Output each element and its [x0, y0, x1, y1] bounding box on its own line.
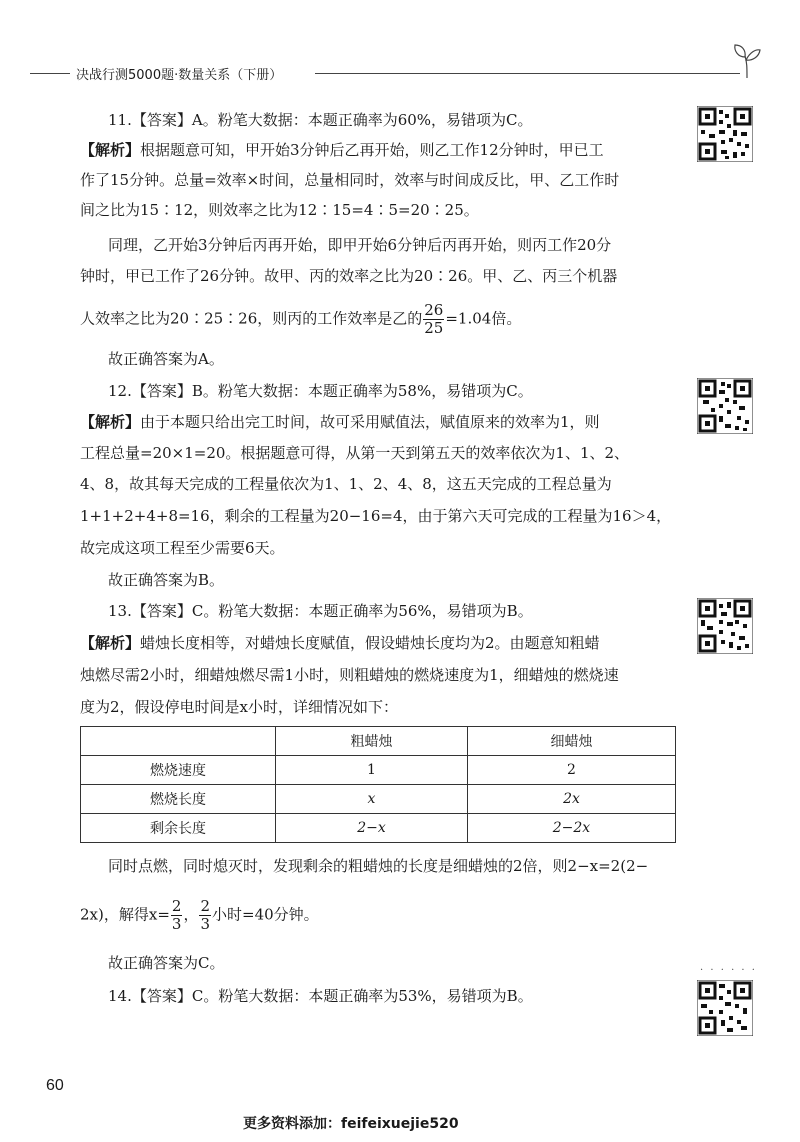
q13-fraction-line [80, 898, 680, 933]
q13-conclusion: 故正确答案为C。 [108, 954, 225, 972]
q11-answer-line: 11.【答案】A。粉笔大数据：本题正确率为60%，易错项为C。 [108, 111, 533, 129]
analysis-label: 【解析】 [80, 413, 141, 431]
fraction-numerator: 2 [200, 897, 210, 915]
qr-code-icon[interactable] [697, 378, 753, 434]
q11-analysis-line [80, 139, 680, 161]
q11-fraction-line [80, 302, 680, 337]
q12-conclusion: 故正确答案为B。 [108, 571, 225, 589]
table-cell: 1 [276, 756, 468, 785]
q11-text: 作了15分钟。总量=效率×时间，总量相同时，效率与时间成反比，甲、乙工作时 [80, 171, 620, 189]
q11-text: 根据题意可知，甲开始3分钟后乙再开始，则乙工作12分钟时，甲已工 [140, 141, 604, 159]
q11-text: 间之比为15∶12，则效率之比为12∶15=4∶5=20∶25。 [80, 201, 479, 219]
q13-text: 度为2，假设停电时间是x小时，详细情况如下： [80, 698, 399, 716]
q13-text: 2x)，解得x= [80, 905, 170, 924]
table-cell: 剩余长度 [81, 814, 276, 843]
q12-text: 4、8，故其每天完成的工程量依次为1、1、2、4、8，这五天完成的工程总量为 [80, 475, 612, 493]
q13-text: 小时=40分钟。 [212, 905, 319, 924]
table-header-cell [81, 727, 276, 756]
fraction [171, 898, 183, 933]
candle-table [80, 726, 676, 843]
table-header-cell: 细蜡烛 [468, 727, 676, 756]
qr-code-icon[interactable] [697, 980, 753, 1036]
q12-text: 1+1+2+4+8=16，剩余的工程量为20−16=4，由于第六天可完成的工程量为16＞4， [80, 507, 672, 525]
q12-text: 故完成这项工程至少需要6天。 [80, 539, 285, 557]
running-header [30, 62, 760, 84]
fraction-numerator: 2 [171, 897, 182, 915]
q11-text: 同理，乙开始3分钟后丙再开始，即甲开始6分钟后丙再开始，则丙工作20分 [108, 236, 612, 254]
table-cell: 2 [468, 756, 676, 785]
header-rule-right [315, 73, 740, 74]
q13-text: 烛燃尽需2小时，细蜡烛燃尽需1小时，则粗蜡烛的燃烧速度为1，细蜡烛的燃烧速 [80, 666, 619, 684]
scan-dots: · · · · · · [700, 965, 757, 976]
q11-conclusion: 故正确答案为A。 [108, 350, 224, 368]
table-cell: 燃烧速度 [81, 756, 276, 785]
table-cell: 2x [468, 785, 676, 814]
fraction-numerator: 26 [424, 301, 444, 319]
table-cell: 2−x [276, 814, 468, 843]
q12-text: 由于本题只给出完工时间，故可采用赋值法，赋值原来的效率为1，则 [140, 413, 600, 431]
fraction-denominator: 3 [200, 915, 210, 933]
q11-text: 人效率之比为20∶25∶26，则丙的工作效率是乙的 [80, 309, 423, 328]
header-rule-left [30, 73, 70, 74]
q11-text: =1.04倍。 [445, 309, 522, 328]
fraction [423, 302, 444, 337]
q12-analysis-line [80, 411, 680, 433]
table-header-cell: 粗蜡烛 [276, 727, 468, 756]
q13-text: ， [183, 905, 199, 924]
fraction-denominator: 3 [171, 915, 182, 933]
table-header-row [81, 727, 676, 756]
fraction [199, 898, 211, 933]
q14-answer-line: 14.【答案】C。粉笔大数据：本题正确率为53%，易错项为B。 [108, 987, 533, 1005]
qr-code-icon[interactable] [697, 598, 753, 654]
table-cell: 燃烧长度 [81, 785, 276, 814]
page-number: 60 [46, 1077, 64, 1094]
q12-answer-line: 12.【答案】B。粉笔大数据：本题正确率为58%，易错项为C。 [108, 382, 533, 400]
table-row [81, 814, 676, 843]
fraction-denominator: 25 [424, 319, 444, 337]
q13-text: 同时点燃，同时熄灭时，发现剩余的粗蜡烛的长度是细蜡烛的2倍，则2−x=2(2− [108, 857, 649, 875]
table-cell: x [276, 785, 468, 814]
book-title: 决战行测5000题·数量关系（下册） [76, 68, 283, 83]
sprout-icon [732, 40, 762, 80]
qr-code-icon[interactable] [697, 106, 753, 162]
table-row [81, 785, 676, 814]
footer-note: 更多资料添加：feifeixuejie520 [243, 1116, 459, 1132]
q13-text: 蜡烛长度相等，对蜡烛长度赋值，假设蜡烛长度均为2。由题意知粗蜡 [140, 634, 600, 652]
table-cell: 2−2x [468, 814, 676, 843]
q12-text: 工程总量=20×1=20。根据题意可得，从第一天到第五天的效率依次为1、1、2、 [80, 444, 630, 462]
analysis-label: 【解析】 [80, 141, 141, 159]
q11-text: 钟时，甲已工作了26分钟。故甲、丙的效率之比为20∶26。甲、乙、丙三个机器 [80, 267, 618, 285]
table-row [81, 756, 676, 785]
analysis-label: 【解析】 [80, 634, 141, 652]
q13-answer-line: 13.【答案】C。粉笔大数据：本题正确率为56%，易错项为B。 [108, 602, 533, 620]
q13-analysis-line [80, 632, 680, 654]
